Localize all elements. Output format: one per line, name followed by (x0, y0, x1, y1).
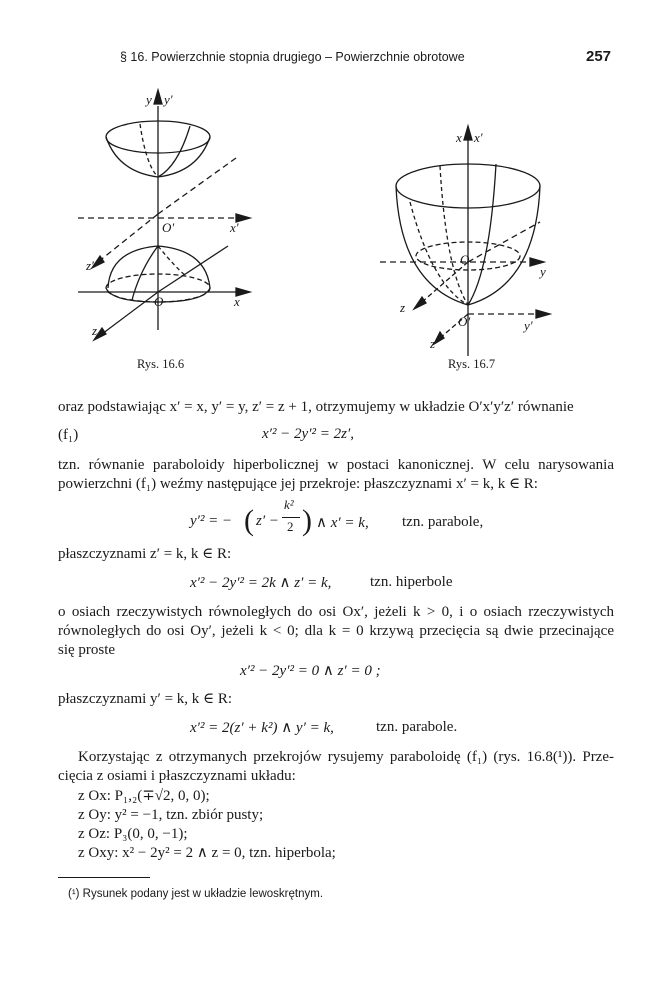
fig2-label-y-prime: y′ (524, 318, 533, 333)
equation-canonical: x′² − 2y′² = 2z′, (262, 426, 354, 442)
equation-label: (f₁) (58, 427, 79, 443)
equation-hyperbola-text: tzn. hiperbole (370, 574, 453, 590)
fig2-label-o-prime: O′ (458, 314, 471, 329)
eq2-paren-close: ) (302, 504, 312, 537)
paragraph-sections-line1: tzn. równanie paraboloidy hiperbolicznej w postaci kanonicznej. W celu narysowania (58, 457, 614, 473)
fig2-label-x-prime: x′ (474, 130, 483, 145)
eq2-paren-open: ( (244, 504, 254, 537)
fig1-label-y: y (146, 92, 152, 107)
list-item-ox: z Ox: P₁,₂(∓√2, 0, 0); (78, 788, 210, 804)
fig1-label-o-prime: O′ (162, 220, 175, 235)
equation-lines: x′² − 2y′² = 0 ∧ z′ = 0 ; (240, 663, 381, 679)
fig2-label-y: y (540, 264, 546, 279)
equation-parabola-y: x′² = 2(z′ + k²) ∧ y′ = k, (190, 720, 334, 736)
eq2-left: y′² = − (190, 513, 233, 529)
fig2-label-o: O (460, 252, 470, 267)
running-title: § 16. Powierzchnie stopnia drugiego – Powierzchnie obrotowe (120, 50, 465, 64)
eq2-fraction-bar (282, 517, 300, 518)
fig2-label-z: z (400, 300, 406, 315)
fig1-label-z-prime: z′ (86, 258, 94, 273)
fig1-label-x-prime: x′ (230, 220, 239, 235)
eq2-denominator: 2 (287, 519, 294, 534)
paragraph-summary-line1: Korzystając z otrzymanych przekrojów rysujemy paraboloidę (f₁) (rys. 16.8(¹)). Prze- (78, 749, 614, 765)
list-item-oy: z Oy: y² = −1, tzn. zbiór pusty; (78, 807, 264, 823)
fig1-label-x: x (234, 294, 240, 309)
fig1-caption: Rys. 16.6 (137, 357, 185, 371)
fig2-caption: Rys. 16.7 (448, 357, 496, 371)
fig2-label-z-prime: z′ (430, 336, 438, 351)
eq2-right: ∧ x′ = k, (316, 515, 369, 531)
fig1-label-z: z (92, 323, 98, 338)
paragraph-axes-line1: o osiach rzeczywistych równoległych do osi Ox′, jeżeli k > 0, i o osiach rzeczywistych (58, 604, 614, 620)
eq2-text: tzn. parabole, (402, 514, 484, 530)
fig1-label-o: O (154, 294, 164, 309)
footnote: (¹) Rysunek podany jest w układzie lewoskrętnym. (68, 888, 324, 900)
paragraph-z-sections: płaszczyznami z′ = k, k ∈ R: (58, 546, 232, 562)
eq2-numerator: k² (284, 497, 294, 512)
paragraph-axes-line2: równoległych do osi Oy′, jeżeli k < 0; dla k = 0 krzywą przecięcia są dwie przecinające (58, 623, 614, 639)
equation-hyperbola: x′² − 2y′² = 2k ∧ z′ = k, (190, 575, 332, 591)
list-item-oxy: z Oxy: x² − 2y² = 2 ∧ z = 0, tzn. hiperbola; (78, 845, 336, 861)
page-number: 257 (586, 48, 612, 65)
paragraph-summary-line2: cięcia z osiami i płaszczyznami układu: (58, 768, 296, 784)
fig1-label-y-prime: y′ (164, 92, 173, 107)
paragraph-substitution: oraz podstawiając x′ = x, y′ = y, z′ = z + 1, otrzymujemy w układzie O′x′y′z′ równanie (58, 399, 574, 415)
equation-parabola-y-text: tzn. parabole. (376, 719, 458, 735)
eq2-zp: z′ − (256, 513, 279, 529)
paragraph-y-sections: płaszczyznami y′ = k, k ∈ R: (58, 691, 233, 707)
paragraph-axes-line3: się proste (58, 642, 116, 658)
fig2-label-x: x (456, 130, 462, 145)
list-item-oz: z Oz: P₃(0, 0, −1); (78, 826, 188, 842)
footnote-rule (58, 877, 150, 878)
paragraph-sections-line2: powierzchni (f₁) weźmy następujące jej przekroje: płaszczyznami x′ = k, k ∈ R: (58, 476, 538, 492)
